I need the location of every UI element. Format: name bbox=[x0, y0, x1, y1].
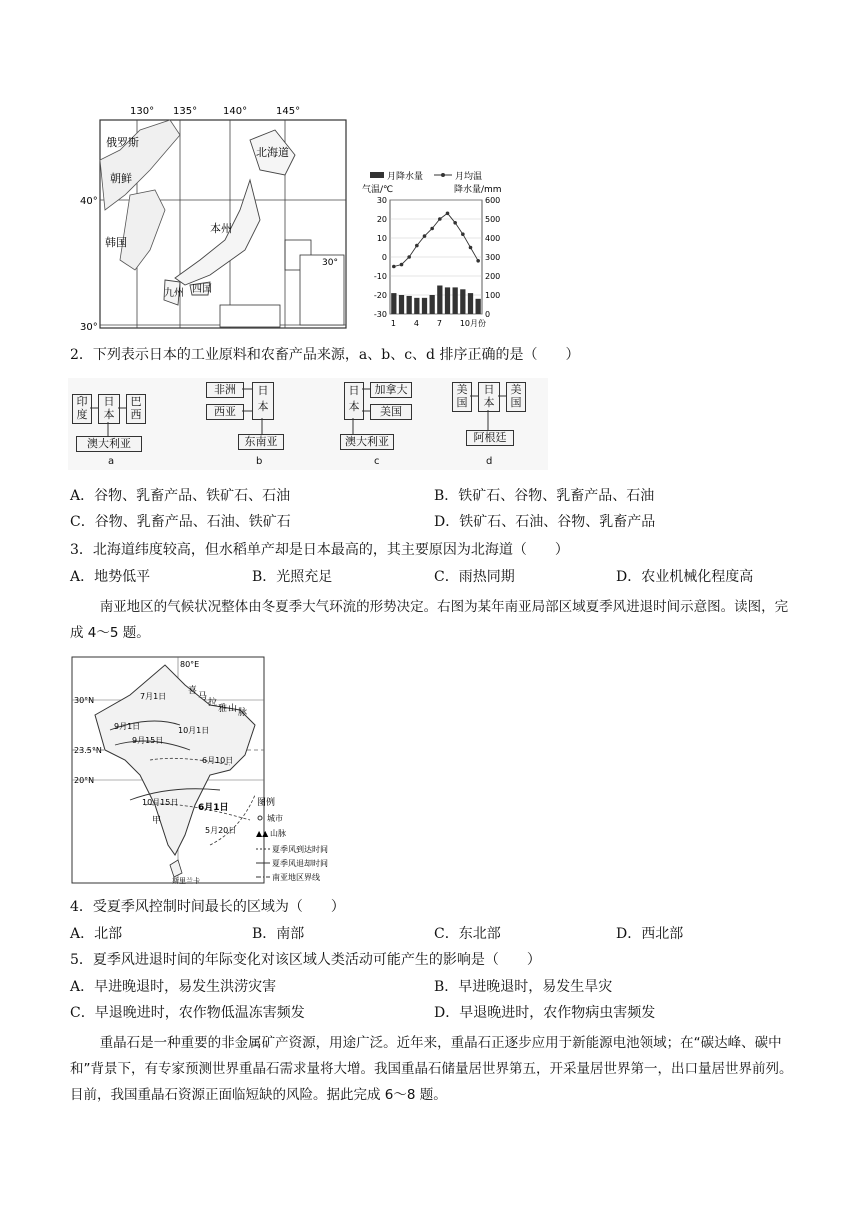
q3-stem: 3．北海道纬度较高，但水稻单产却是日本最高的，其主要原因为北海道（ ） bbox=[70, 542, 569, 558]
date-label: 7月1日 bbox=[140, 692, 167, 701]
legend-item: 夏季风到达时间 bbox=[272, 845, 328, 854]
legend-item: 南亚地区界线 bbox=[272, 873, 320, 882]
right-axis-title: 降水量/mm bbox=[454, 185, 502, 195]
left-tick-label: 30 bbox=[376, 196, 387, 205]
legend-precip-label: 月降水量 bbox=[387, 172, 424, 182]
legend-item: 城市 bbox=[267, 814, 283, 823]
climate-chart bbox=[362, 168, 512, 333]
q3-option-a[interactable]: A．地势低平 bbox=[70, 569, 151, 585]
diagram-b-box: 日本 bbox=[252, 382, 274, 420]
mountain-icon: ▲▲ bbox=[256, 829, 269, 838]
japan-lon-labels bbox=[130, 106, 300, 117]
date-label: 10月15日 bbox=[142, 798, 179, 807]
q3-option-b[interactable]: B．光照充足 bbox=[252, 569, 333, 585]
q5-option-a[interactable]: A．早进晚退时，易发生洪涝灾害 bbox=[70, 979, 277, 995]
left-tick-label: 0 bbox=[381, 253, 387, 262]
left-tick-label: 10 bbox=[376, 234, 387, 243]
diagram-c-label: c bbox=[374, 456, 380, 467]
date-label: 5月20日 bbox=[205, 826, 237, 835]
diagram-d-box: 日本 bbox=[478, 382, 500, 412]
q5-option-c[interactable]: C．早退晚进时，农作物低温冻害频发 bbox=[70, 1005, 305, 1021]
place-label: 雅 bbox=[218, 704, 228, 714]
lon-label: 145° bbox=[276, 106, 301, 117]
precip-bar bbox=[445, 287, 450, 314]
left-tick-label: 20 bbox=[376, 215, 387, 224]
precip-bar bbox=[476, 299, 481, 314]
diagram-d-box: 美国 bbox=[506, 382, 526, 412]
diagram-a-box: 巴西 bbox=[126, 394, 146, 424]
lon-label: 80°E bbox=[180, 660, 200, 669]
temp-point bbox=[407, 255, 411, 259]
temp-point bbox=[430, 227, 434, 231]
place-label: 俄罗斯 bbox=[106, 136, 139, 149]
place-label: 马 bbox=[198, 692, 208, 702]
place-label: 韩国 bbox=[105, 236, 127, 249]
q5-option-b[interactable]: B．早进晚退时，易发生旱灾 bbox=[434, 979, 613, 995]
legend-temp-dot bbox=[441, 173, 445, 177]
precip-bar bbox=[437, 286, 442, 315]
q3-option-c[interactable]: C．雨热同期 bbox=[434, 569, 515, 585]
temp-line bbox=[394, 213, 478, 266]
place-label-jia: 甲 bbox=[152, 816, 162, 826]
lat-label: 23.5°N bbox=[74, 746, 102, 755]
precip-bar bbox=[453, 287, 458, 314]
precip-bar bbox=[414, 298, 419, 314]
diagram-b-box: 西亚 bbox=[206, 404, 244, 420]
climate-chart-svg bbox=[362, 168, 512, 333]
q3-option-d[interactable]: D．农业机械化程度高 bbox=[616, 569, 754, 585]
x-tick-label: 4 bbox=[413, 319, 419, 328]
legend-title: 图例 bbox=[257, 798, 276, 808]
temp-point bbox=[453, 221, 457, 225]
precip-bar bbox=[430, 295, 435, 314]
temp-point bbox=[423, 234, 427, 238]
right-tick-label: 500 bbox=[485, 215, 501, 224]
diagram-d-box: 阿根廷 bbox=[466, 430, 514, 446]
diagram-d-label: d bbox=[486, 456, 493, 467]
lon-label: 130° bbox=[130, 106, 155, 117]
precip-bar bbox=[460, 289, 465, 314]
temp-point bbox=[469, 246, 473, 250]
place-label: 九州 bbox=[164, 288, 184, 299]
left-tick-label: -10 bbox=[373, 272, 387, 281]
legend-precip-swatch bbox=[370, 172, 384, 178]
precip-bar bbox=[468, 293, 473, 314]
place-label: 脉 bbox=[238, 708, 248, 718]
temp-point bbox=[438, 217, 442, 221]
place-label: 喜 bbox=[188, 686, 198, 696]
lat-label: 40° bbox=[80, 196, 98, 207]
date-label: 9月15日 bbox=[132, 736, 164, 745]
lon-label: 140° bbox=[223, 106, 248, 117]
place-label: 朝鲜 bbox=[110, 172, 132, 185]
right-tick-label: 400 bbox=[485, 234, 501, 243]
india-map-svg bbox=[70, 655, 360, 887]
diagram-c-box: 美国 bbox=[370, 404, 412, 420]
diagram-b-box: 非洲 bbox=[206, 382, 244, 398]
right-tick-label: 200 bbox=[485, 272, 501, 281]
diagram-b-label: b bbox=[256, 456, 263, 467]
legend-item: 夏季风退却时间 bbox=[272, 859, 328, 868]
place-label: 拉 bbox=[208, 698, 218, 708]
flow-arrows bbox=[68, 378, 548, 470]
lat-label: 30° bbox=[322, 258, 338, 268]
lat-label: 20°N bbox=[74, 776, 95, 785]
temp-point bbox=[446, 212, 450, 216]
right-tick-label: 600 bbox=[485, 196, 501, 205]
q2-option-c[interactable]: C．谷物、乳畜产品、石油、铁矿石 bbox=[70, 514, 291, 530]
diagram-c-box: 澳大利亚 bbox=[340, 434, 394, 450]
place-label: 本州 bbox=[210, 222, 232, 235]
lat-label: 30° bbox=[80, 322, 98, 332]
left-axis-title: 气温/℃ bbox=[362, 185, 394, 195]
q4-option-a[interactable]: A．北部 bbox=[70, 926, 123, 942]
precip-bar bbox=[422, 298, 427, 314]
diagram-d-box: 美国 bbox=[452, 382, 472, 412]
q4-option-b[interactable]: B．南部 bbox=[252, 926, 305, 942]
place-label-srilanka: 斯里兰卡 bbox=[172, 877, 200, 885]
q4-stem: 4．受夏季风控制时间最长的区域为（ ） bbox=[70, 899, 345, 915]
legend-temp-label: 月均温 bbox=[455, 172, 483, 182]
japan-map bbox=[80, 100, 350, 332]
right-tick-label: 100 bbox=[485, 291, 501, 300]
place-label: 山 bbox=[228, 704, 238, 714]
place-label: 北海道 bbox=[256, 146, 289, 159]
q2-option-a[interactable]: A．谷物、乳畜产品、铁矿石、石油 bbox=[70, 488, 291, 504]
left-tick-label: -20 bbox=[373, 291, 387, 300]
place-label: 四国 bbox=[192, 284, 212, 295]
intro-6-8: 重晶石是一种重要的非金属矿产资源，用途广泛。近年来，重晶石正逐步应用于新能源电池领域；在“碳达峰、碳中和”背景下，有专家预测世界重晶石需求量将大增。我国重晶石储量居世界第五，开采量居世界第一，出口量居世界前列。目前，我国重晶石资源正面临短缺的风险。据此完成 6～8 题。 bbox=[70, 1035, 793, 1103]
lon-label: 135° bbox=[173, 106, 198, 117]
q2-option-b[interactable]: B．铁矿石、谷物、乳畜产品、石油 bbox=[434, 488, 655, 504]
diagram-a-box: 日本 bbox=[98, 394, 120, 424]
date-label: 10月1日 bbox=[178, 726, 210, 735]
diagram-a-box: 澳大利亚 bbox=[76, 436, 142, 452]
precip-bar bbox=[391, 293, 396, 314]
intro-4-5: 南亚地区的气候状况整体由冬夏季大气环流的形势决定。右图为某年南亚局部区域夏季风进退时间示意图。读图，完成 4～5 题。 bbox=[70, 599, 789, 641]
diagram-c-box: 加拿大 bbox=[370, 382, 412, 398]
precip-bar bbox=[407, 296, 412, 314]
temp-point bbox=[476, 259, 480, 263]
diagram-b-box: 东南亚 bbox=[238, 434, 284, 450]
q5-stem: 5．夏季风进退时间的年际变化对该区域人类活动可能产生的影响是（ ） bbox=[70, 952, 541, 968]
diagram-a-label: a bbox=[108, 456, 115, 467]
legend-item: 山脉 bbox=[270, 829, 286, 838]
date-label: 6月1日 bbox=[198, 803, 229, 813]
left-tick-label: -30 bbox=[373, 310, 387, 319]
india-map bbox=[70, 655, 360, 887]
x-tick-label: 7 bbox=[436, 319, 442, 328]
x-tick-label: 10月份 bbox=[459, 319, 487, 328]
temp-point bbox=[415, 244, 419, 248]
lat-label: 30°N bbox=[74, 696, 95, 705]
q2-diagrams bbox=[68, 378, 548, 470]
q2-option-d[interactable]: D．铁矿石、石油、谷物、乳畜产品 bbox=[434, 514, 656, 530]
right-tick-label: 300 bbox=[485, 253, 501, 262]
x-tick-label: 1 bbox=[390, 319, 396, 328]
date-label: 6月10日 bbox=[202, 756, 234, 765]
temp-point bbox=[400, 263, 404, 267]
q2-stem: 2．下列表示日本的工业原料和农畜产品来源，a、b、c、d 排序正确的是（ ） bbox=[70, 347, 580, 363]
diagram-c-box: 日本 bbox=[344, 382, 364, 420]
q4-option-d[interactable]: D．西北部 bbox=[616, 926, 684, 942]
temp-point bbox=[461, 232, 465, 236]
date-label: 9月1日 bbox=[114, 722, 141, 731]
japan-map-svg bbox=[80, 100, 350, 332]
diagram-a-box: 印度 bbox=[72, 394, 92, 424]
q4-option-c[interactable]: C．东北部 bbox=[434, 926, 501, 942]
q5-option-d[interactable]: D．早退晚进时，农作物病虫害频发 bbox=[434, 1005, 656, 1021]
precip-bar bbox=[399, 295, 404, 314]
right-tick-label: 0 bbox=[485, 310, 491, 319]
temp-point bbox=[392, 265, 396, 269]
